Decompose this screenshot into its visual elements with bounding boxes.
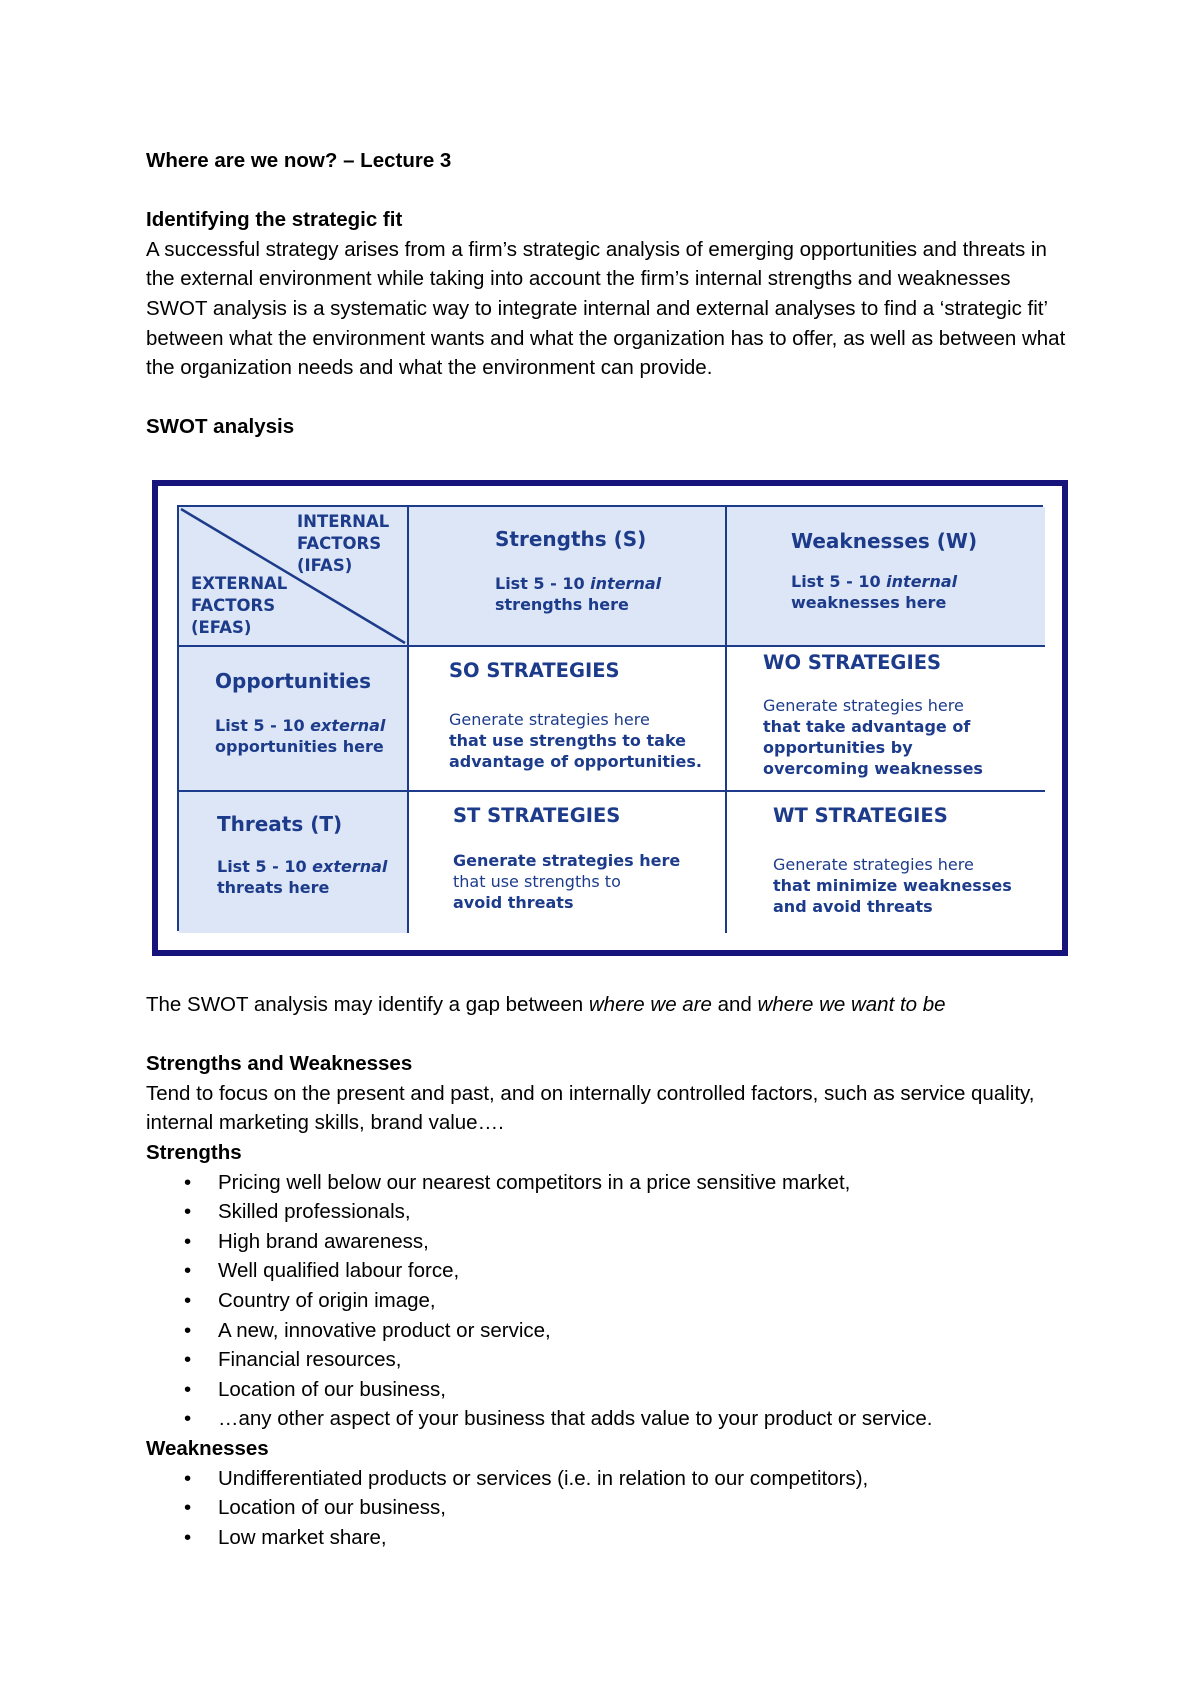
threats-subtext: List 5 - 10 external threats here [217, 857, 388, 897]
section-heading-strengths-weaknesses: Strengths and Weaknesses [146, 1052, 413, 1076]
swot-matrix-grid [177, 505, 1043, 931]
weaknesses-heading: Weaknesses [146, 1436, 269, 1460]
strengths-heading: Strengths [146, 1140, 242, 1164]
list-item: • Financial resources, [146, 1345, 1066, 1375]
external-factors-label: EXTERNAL FACTORS (EFAS) [191, 574, 288, 637]
threats-title: Threats (T) [217, 812, 343, 836]
swot-corner-cell [179, 507, 409, 647]
weaknesses-list [146, 1464, 1066, 1553]
paragraph-gap: The SWOT analysis may identify a gap between where we are and where we want to be [146, 993, 946, 1016]
wo-strategies-cell [727, 647, 1045, 792]
st-strategies-text: Generate strategies here that use strengths to avoid threats [453, 851, 681, 912]
so-strategies-title: SO STRATEGIES [449, 659, 620, 682]
wo-strategies-text: Generate strategies here that take advantage of opportunities by overcoming weaknesses [763, 696, 983, 778]
strengths-subtext: List 5 - 10 internal strengths here [495, 574, 662, 614]
list-item: • …any other aspect of your business that adds value to your product or service. [146, 1404, 1066, 1434]
swot-strengths-cell [409, 507, 727, 647]
list-item: • Location of our business, [146, 1375, 1066, 1405]
swot-opportunities-cell [179, 647, 409, 792]
swot-threats-cell [179, 792, 409, 933]
list-item: • Undifferentiated products or services (i.e. in relation to our competitors), [146, 1464, 1066, 1494]
document-title: Where are we now? – Lecture 3 [146, 149, 452, 172]
strengths-title: Strengths (S) [495, 527, 647, 551]
list-item: • High brand awareness, [146, 1227, 1066, 1257]
wo-strategies-title: WO STRATEGIES [763, 651, 942, 674]
paragraph-strengths-weaknesses: Tend to focus on the present and past, and on internally controlled factors, such as service quality, internal marketing skills, brand value…. [146, 1081, 1035, 1135]
list-item: • Well qualified labour force, [146, 1256, 1066, 1286]
list-item: • Pricing well below our nearest competitors in a price sensitive market, [146, 1168, 1066, 1198]
internal-factors-label: INTERNAL FACTORS (IFAS) [297, 512, 390, 575]
wt-strategies-text: Generate strategies here that minimize weaknesses and avoid threats [773, 855, 1012, 916]
so-strategies-text: Generate strategies here that use strengths to take advantage of opportunities. [449, 710, 702, 771]
st-strategies-cell [409, 792, 727, 933]
opportunities-title: Opportunities [215, 669, 372, 693]
so-strategies-cell [409, 647, 727, 792]
opportunities-subtext: List 5 - 10 external opportunities here [215, 716, 386, 756]
list-item: • A new, innovative product or service, [146, 1316, 1066, 1346]
section-heading-swot: SWOT analysis [146, 415, 295, 439]
weaknesses-title: Weaknesses (W) [791, 529, 978, 553]
paragraph-swot-definition: SWOT analysis is a systematic way to integrate internal and external analyses to find a ‘strategic fit’ between what the environment wants and what the organization has to offer, as well as between what the organization needs and what the environment can provide. [146, 296, 1066, 380]
strengths-list [146, 1168, 1066, 1434]
document-body-continued [146, 990, 1066, 1552]
section-heading-strategic-fit: Identifying the strategic fit [146, 208, 403, 232]
document-body [146, 146, 1066, 442]
paragraph-strategy: A successful strategy arises from a firm’s strategic analysis of emerging opportunities and threats in the external environment while taking into account the firm’s internal strengths and weaknesses [146, 237, 1047, 291]
list-item: • Skilled professionals, [146, 1197, 1066, 1227]
st-strategies-title: ST STRATEGIES [453, 804, 621, 827]
list-item: • Country of origin image, [146, 1286, 1066, 1316]
wt-strategies-title: WT STRATEGIES [773, 804, 948, 827]
wt-strategies-cell [727, 792, 1045, 933]
swot-matrix-figure [152, 480, 1068, 956]
list-item: • Location of our business, [146, 1493, 1066, 1523]
swot-weaknesses-cell [727, 507, 1045, 647]
weaknesses-subtext: List 5 - 10 internal weaknesses here [791, 572, 958, 612]
list-item: • Low market share, [146, 1523, 1066, 1553]
